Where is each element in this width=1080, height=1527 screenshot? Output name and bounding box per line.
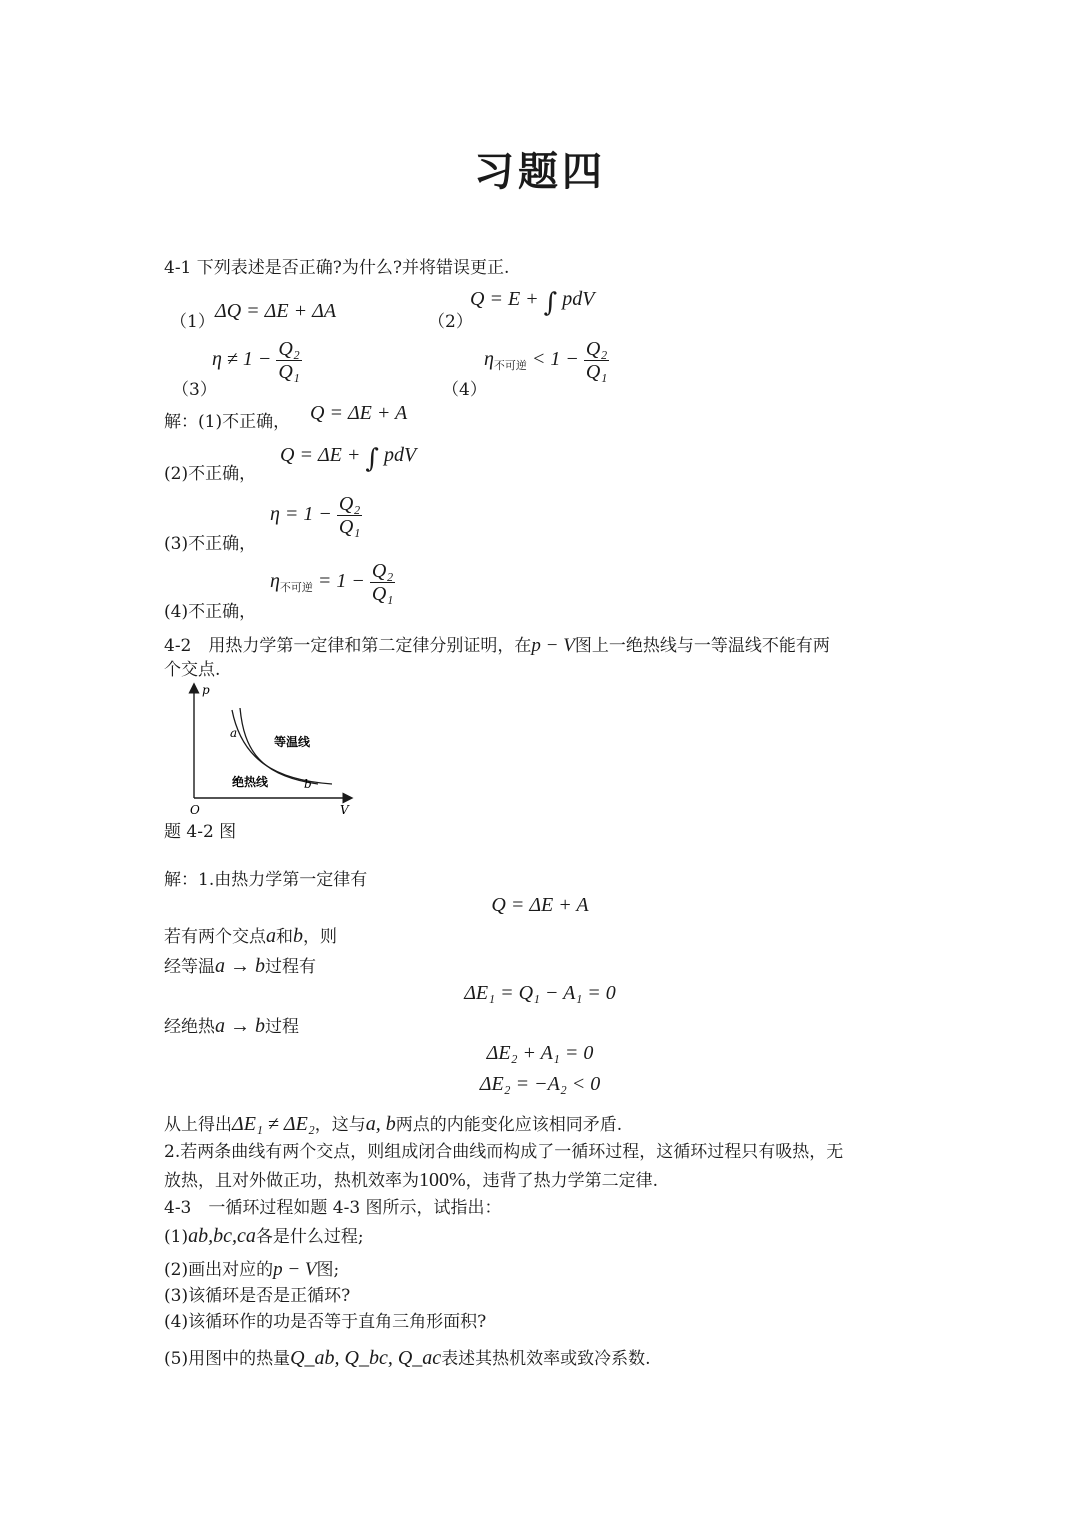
- page-title: 习题四: [474, 148, 606, 195]
- solution-4-2-line-7: 放热，且对外做正功，热机效率为100%，违背了热力学第二定律.: [164, 1169, 659, 1191]
- point-b-label: b: [304, 777, 312, 791]
- item-number-3: （3）: [172, 380, 217, 400]
- equation-1: ΔQ = ΔE + ΔA: [215, 300, 337, 322]
- item-number-2: （2）: [428, 312, 473, 332]
- problem-4-3-item-1: (1)ab,bc,ca各是什么过程;: [164, 1225, 364, 1247]
- solution-4-2-equation-1: Q = ΔE + A: [491, 894, 589, 916]
- solution-4-2-line-5: 从上得出ΔE₁ ≠ ΔE₂，这与a, b两点的内能变化应该相同矛盾.: [164, 1113, 623, 1135]
- point-a-label: a: [230, 726, 238, 740]
- solution-4-2-line-6: 2.若两条曲线有两个交点，则组成闭合曲线而构成了一循环过程，这循环过程只有吸热，无: [164, 1142, 844, 1162]
- solution-4-2-line-4: 经绝热a → b过程: [164, 1015, 299, 1037]
- axis-label-v: V: [340, 803, 349, 817]
- equation-2: Q = E + ∫ pdV: [470, 288, 595, 318]
- axis-label-p: p: [202, 683, 210, 697]
- adiabat-label: 绝热线: [232, 775, 269, 789]
- problem-4-2-stem-line-2: 个交点.: [164, 660, 221, 680]
- problem-4-3-item-2: (2)画出对应的p − V图;: [164, 1259, 340, 1280]
- item-number-1: （1）: [170, 312, 215, 332]
- problem-4-2-stem-line-1: 4-2 用热力学第一定律和第二定律分别证明，在p − V图上一绝热线与一等温线不能有两: [164, 635, 830, 656]
- equation-3: η ≠ 1 − $\frac{\text{Q₂}}{\text{Q₁}}$: [212, 338, 300, 383]
- isotherm-label: 等温线: [274, 735, 311, 749]
- solution-4-1-part-4: (4)不正确，: [164, 602, 257, 622]
- solution-4-1-part-2: (2)不正确，: [164, 464, 257, 484]
- solution-equation-3: η = 1 − $\frac{\text{Q₂}}{\text{Q₁}}$: [270, 493, 361, 538]
- solution-4-2-equation-3: ΔE₂ + A₁ = 0: [486, 1042, 594, 1064]
- solution-4-1-part-3: (3)不正确，: [164, 534, 257, 554]
- problem-4-3-stem: 4-3 一循环过程如题 4-3 图所示，试指出：: [164, 1198, 502, 1218]
- origin-label: O: [190, 803, 200, 817]
- problem-4-1-stem: 4-1 下列表述是否正确?为什么?并将错误更正.: [164, 258, 510, 278]
- solution-4-2-line-2: 若有两个交点a和b，则: [164, 925, 337, 947]
- problem-4-3-item-4: (4)该循环作的功是否等于直角三角形面积?: [164, 1312, 487, 1332]
- equation-4: $\eta_{不可逆} < 1$ − $\frac{\text{Q₂}}{\text{Q₁}}$: [484, 338, 608, 383]
- solution-4-1-part-1: 解：(1)不正确，: [164, 412, 291, 432]
- solution-equation-2: Q = ΔE + ∫ pdV: [280, 444, 417, 474]
- solution-4-2-line-1: 解：1.由热力学第一定律有: [164, 870, 368, 890]
- solution-equation-1: Q = ΔE + A: [310, 402, 408, 424]
- figure-4-2-caption: 题 4-2 图: [164, 822, 237, 842]
- item-number-4: （4）: [442, 380, 487, 400]
- problem-4-3-item-5: (5)用图中的热量Q_ab, Q_bc, Q_ac表述其热机效率或致冷系数.: [164, 1347, 651, 1369]
- solution-4-2-equation-2: ΔE₁ = Q₁ − A₁ = 0: [464, 982, 616, 1004]
- solution-4-2-equation-4: ΔE₂ = −A₂ < 0: [479, 1073, 601, 1095]
- figure-4-2: [180, 680, 360, 820]
- problem-4-3-item-3: (3)该循环是否是正循环?: [164, 1286, 351, 1306]
- solution-4-2-line-3: 经等温a → b过程有: [164, 955, 316, 977]
- solution-equation-4: $\eta_{不可逆} = 1$ − $\frac{\text{Q₂}}{\text{Q₁}}$: [270, 560, 394, 605]
